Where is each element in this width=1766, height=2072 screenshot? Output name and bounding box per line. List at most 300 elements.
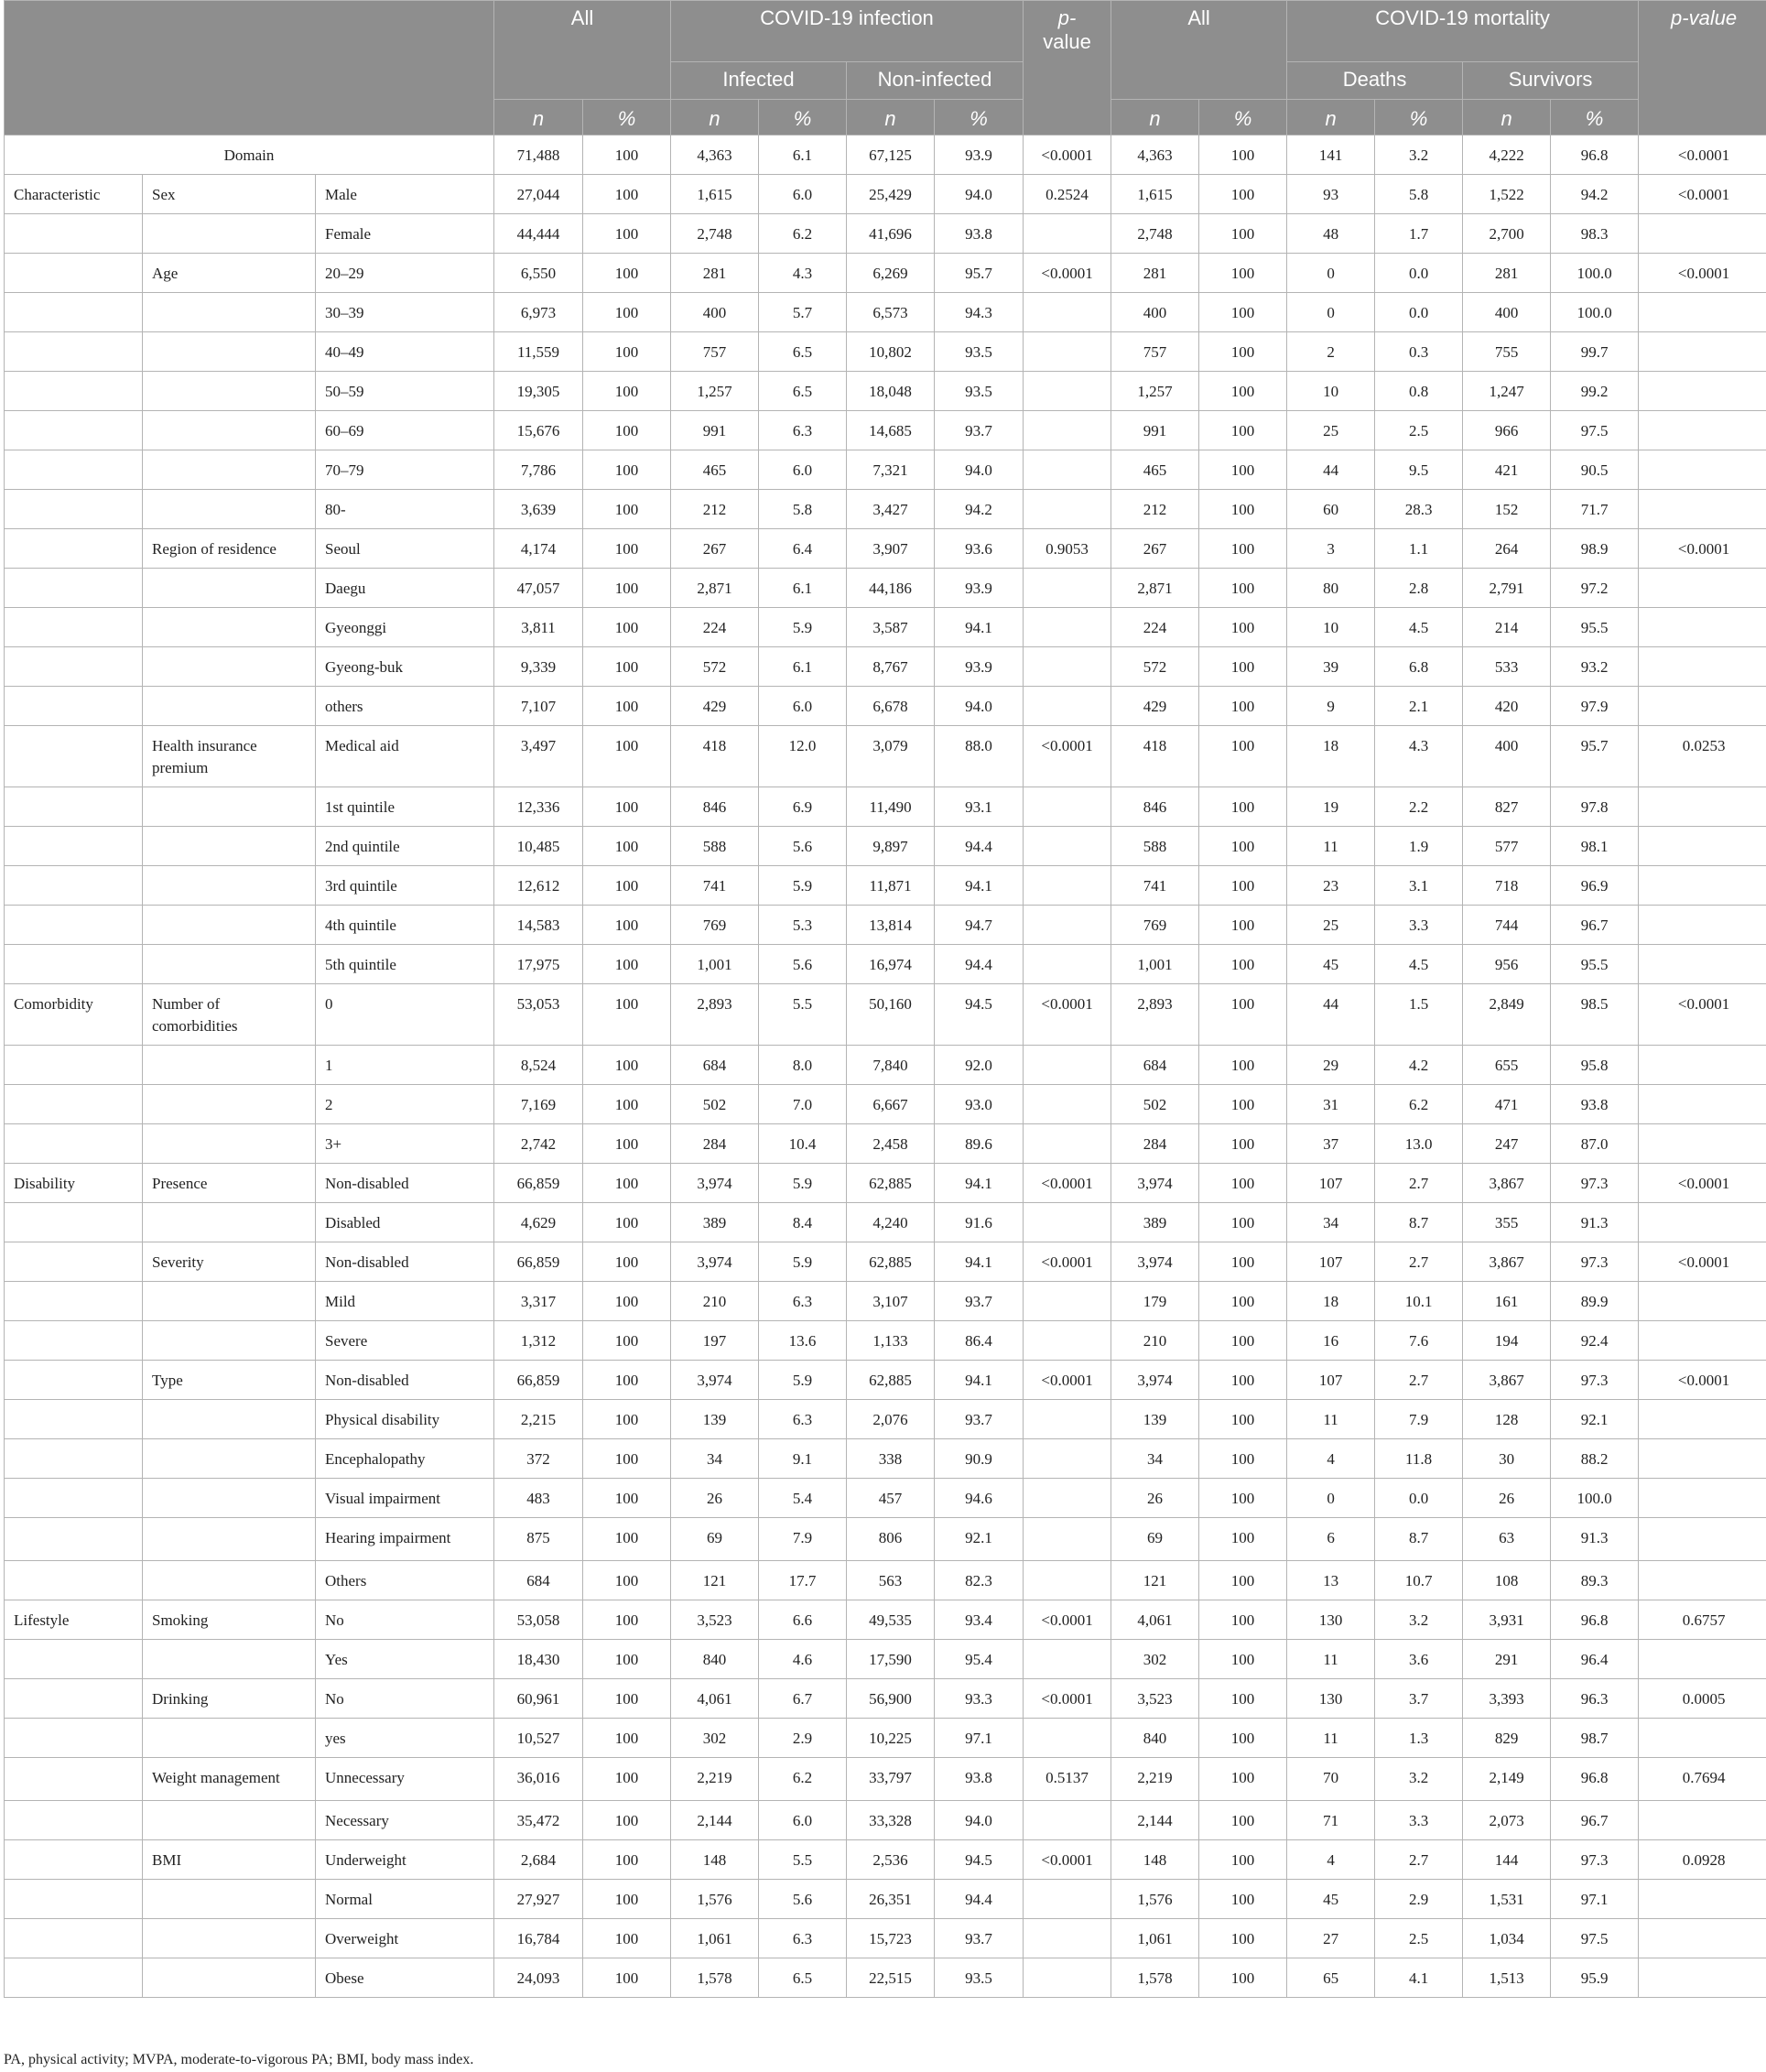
table-cell: 26 — [1111, 1479, 1199, 1518]
table-cell: 2,149 — [1463, 1758, 1551, 1801]
table-cell: <0.0001 — [1639, 136, 1766, 175]
table-row — [5, 1046, 1766, 1085]
table-cell: 100 — [583, 647, 671, 687]
table-cell: <0.0001 — [1639, 1361, 1766, 1400]
table-cell: 94.4 — [935, 827, 1024, 866]
table-row — [5, 411, 1766, 450]
table-cell: 23 — [1287, 866, 1375, 906]
table-cell: 1,257 — [671, 372, 759, 411]
row-category: others — [316, 687, 494, 726]
row-category: Underweight — [316, 1840, 494, 1880]
table-cell: 70 — [1287, 1758, 1375, 1801]
header-n: n — [494, 100, 583, 136]
table-cell: 0.5137 — [1024, 1758, 1111, 1801]
table-cell: 2,144 — [1111, 1801, 1199, 1840]
table-cell: 2,893 — [1111, 984, 1199, 1046]
table-cell: 3.3 — [1375, 1801, 1463, 1840]
table-cell: 1,615 — [671, 175, 759, 214]
row-domain — [5, 647, 143, 687]
table-row — [5, 608, 1766, 647]
table-row — [5, 1321, 1766, 1361]
table-cell: 389 — [1111, 1203, 1199, 1242]
table-cell: 755 — [1463, 332, 1551, 372]
table-cell: 97.5 — [1551, 411, 1639, 450]
table-cell: 827 — [1463, 787, 1551, 827]
row-variable — [143, 1479, 316, 1518]
table-cell: 100 — [583, 175, 671, 214]
table-cell: 100 — [1199, 1958, 1287, 1998]
table-cell: 3,867 — [1463, 1164, 1551, 1203]
table-cell: 96.7 — [1551, 1801, 1639, 1840]
table-cell: 9,897 — [847, 827, 935, 866]
table-row — [5, 1085, 1766, 1124]
table-cell: 94.1 — [935, 1242, 1024, 1282]
p-value-part2: value — [1043, 30, 1091, 53]
table-cell: 93 — [1287, 175, 1375, 214]
table-cell: 2.7 — [1375, 1242, 1463, 1282]
table-cell: 14,583 — [494, 906, 583, 945]
table-cell: 100 — [583, 1958, 671, 1998]
table-cell: 0.0 — [1375, 254, 1463, 293]
header-pct: % — [1551, 100, 1639, 136]
table-cell: 100 — [1199, 1242, 1287, 1282]
row-variable: Health insurance premium — [143, 726, 316, 787]
table-row — [5, 450, 1766, 490]
row-domain — [5, 1400, 143, 1439]
table-cell — [1024, 411, 1111, 450]
table-cell: 355 — [1463, 1203, 1551, 1242]
table-cell: 6.1 — [759, 569, 847, 608]
row-variable — [143, 687, 316, 726]
row-variable — [143, 1282, 316, 1321]
table-row — [5, 1640, 1766, 1679]
table-cell: 45 — [1287, 945, 1375, 984]
table-cell — [1639, 569, 1766, 608]
table-cell: 3,587 — [847, 608, 935, 647]
table-cell: 6.4 — [759, 529, 847, 569]
table-cell: 0.0 — [1375, 1479, 1463, 1518]
table-cell: 100 — [1199, 1361, 1287, 1400]
table-cell: 5.9 — [759, 1361, 847, 1400]
table-cell — [1639, 1479, 1766, 1518]
table-cell: 8.0 — [759, 1046, 847, 1085]
row-variable — [143, 372, 316, 411]
table-cell — [1639, 1640, 1766, 1679]
table-cell: 93.5 — [935, 332, 1024, 372]
table-cell: 108 — [1463, 1561, 1551, 1600]
table-cell: 29 — [1287, 1046, 1375, 1085]
table-row — [5, 1242, 1766, 1282]
header-all-infection: All — [494, 1, 671, 100]
table-cell: 2,700 — [1463, 214, 1551, 254]
row-variable: Region of residence — [143, 529, 316, 569]
table-cell — [1639, 1203, 1766, 1242]
table-cell: 2,893 — [671, 984, 759, 1046]
table-cell: 3,079 — [847, 726, 935, 787]
table-cell: 6,678 — [847, 687, 935, 726]
row-category: Severe — [316, 1321, 494, 1361]
table-cell: 769 — [1111, 906, 1199, 945]
row-variable — [143, 1124, 316, 1164]
table-cell: 9 — [1287, 687, 1375, 726]
table-cell: 121 — [671, 1561, 759, 1600]
row-category: 1st quintile — [316, 787, 494, 827]
table-cell — [1639, 411, 1766, 450]
table-cell: 16 — [1287, 1321, 1375, 1361]
table-cell: 684 — [494, 1561, 583, 1600]
table-cell: 100 — [583, 1085, 671, 1124]
table-cell: 389 — [671, 1203, 759, 1242]
table-row — [5, 1600, 1766, 1640]
table-cell: 11,559 — [494, 332, 583, 372]
table-cell — [1639, 372, 1766, 411]
table-cell — [1024, 1880, 1111, 1919]
table-cell — [1024, 372, 1111, 411]
table-cell: 60,961 — [494, 1679, 583, 1719]
table-cell: 95.9 — [1551, 1958, 1639, 1998]
table-cell: 36,016 — [494, 1758, 583, 1801]
table-row — [5, 866, 1766, 906]
table-cell: 0.0928 — [1639, 1840, 1766, 1880]
row-domain — [5, 332, 143, 372]
table-cell: 94.1 — [935, 1164, 1024, 1203]
table-cell — [1024, 1719, 1111, 1758]
table-cell: 10 — [1287, 372, 1375, 411]
row-domain — [5, 1046, 143, 1085]
table-cell: 18 — [1287, 726, 1375, 787]
table-cell: 96.8 — [1551, 136, 1639, 175]
header-n: n — [1111, 100, 1199, 136]
table-row — [5, 1518, 1766, 1561]
table-cell: 400 — [1463, 293, 1551, 332]
table-cell: 4.5 — [1375, 945, 1463, 984]
table-cell: 34 — [1111, 1439, 1199, 1479]
table-cell: 100 — [1199, 1679, 1287, 1719]
table-cell: 6.7 — [759, 1679, 847, 1719]
header-all-mortality: All — [1111, 1, 1287, 100]
table-row — [5, 945, 1766, 984]
table-cell: 62,885 — [847, 1164, 935, 1203]
table-cell: 100 — [583, 1479, 671, 1518]
header-pct: % — [583, 100, 671, 136]
header-blank — [5, 1, 494, 136]
row-domain — [5, 1439, 143, 1479]
table-cell: 8.4 — [759, 1203, 847, 1242]
table-cell: 3.1 — [1375, 866, 1463, 906]
table-row — [5, 1124, 1766, 1164]
table-cell: 16,974 — [847, 945, 935, 984]
table-cell: 11 — [1287, 1640, 1375, 1679]
table-cell: 757 — [671, 332, 759, 372]
table-cell: 66,859 — [494, 1242, 583, 1282]
header-n: n — [671, 100, 759, 136]
table-row — [5, 1919, 1766, 1958]
header-non-infected: Non-infected — [847, 62, 1024, 100]
table-cell: 10,485 — [494, 827, 583, 866]
table-row — [5, 332, 1766, 372]
table-cell: 100 — [1199, 254, 1287, 293]
table-cell: <0.0001 — [1024, 1840, 1111, 1880]
table-cell: 829 — [1463, 1719, 1551, 1758]
table-cell: 100 — [583, 945, 671, 984]
table-cell: 741 — [1111, 866, 1199, 906]
table-cell — [1639, 1321, 1766, 1361]
table-cell: 100 — [583, 411, 671, 450]
table-cell: 572 — [671, 647, 759, 687]
table-cell: 194 — [1463, 1321, 1551, 1361]
table-cell — [1639, 1561, 1766, 1600]
table-cell: 100 — [1199, 372, 1287, 411]
row-category: No — [316, 1679, 494, 1719]
table-cell: 684 — [671, 1046, 759, 1085]
table-cell: 9,339 — [494, 647, 583, 687]
table-cell: 1,061 — [1111, 1919, 1199, 1958]
table-header — [5, 1, 1766, 136]
table-cell: 100 — [583, 1640, 671, 1679]
row-variable — [143, 1801, 316, 1840]
table-cell: 1,247 — [1463, 372, 1551, 411]
table-cell: 93.9 — [935, 136, 1024, 175]
row-domain — [5, 254, 143, 293]
table-cell — [1639, 945, 1766, 984]
table-cell: 100 — [1199, 906, 1287, 945]
row-category: 60–69 — [316, 411, 494, 450]
table-cell: 100 — [583, 1400, 671, 1439]
row-category: Non-disabled — [316, 1361, 494, 1400]
row-variable — [143, 490, 316, 529]
table-cell: 577 — [1463, 827, 1551, 866]
table-row — [5, 1719, 1766, 1758]
row-category: Female — [316, 214, 494, 254]
table-cell: 100 — [1199, 490, 1287, 529]
row-variable — [143, 1518, 316, 1561]
table-cell — [1024, 1282, 1111, 1321]
table-cell: 10,802 — [847, 332, 935, 372]
table-cell: 0.7694 — [1639, 1758, 1766, 1801]
table-cell: 89.9 — [1551, 1282, 1639, 1321]
table-cell: 16,784 — [494, 1919, 583, 1958]
table-cell: 3,974 — [1111, 1361, 1199, 1400]
table-cell — [1024, 787, 1111, 827]
header-pct: % — [759, 100, 847, 136]
table-cell: 94.1 — [935, 1361, 1024, 1400]
table-cell: 100 — [1199, 1840, 1287, 1880]
table-cell: 93.8 — [935, 1758, 1024, 1801]
table-cell: 4,174 — [494, 529, 583, 569]
table-cell: 0.3 — [1375, 332, 1463, 372]
table-cell: 100 — [583, 984, 671, 1046]
row-variable — [143, 1321, 316, 1361]
table-cell: 3 — [1287, 529, 1375, 569]
table-cell: <0.0001 — [1024, 1242, 1111, 1282]
table-row — [5, 175, 1766, 214]
table-cell — [1024, 490, 1111, 529]
table-cell: 98.3 — [1551, 214, 1639, 254]
table-cell: 100 — [1199, 1321, 1287, 1361]
table-cell: 95.7 — [935, 254, 1024, 293]
table-cell: 5.9 — [759, 1242, 847, 1282]
table-cell: 17,975 — [494, 945, 583, 984]
row-variable — [143, 293, 316, 332]
table-cell: 846 — [1111, 787, 1199, 827]
header-n: n — [1463, 100, 1551, 136]
table-cell: 2.9 — [1375, 1880, 1463, 1919]
table-cell: 92.4 — [1551, 1321, 1639, 1361]
row-category: Visual impairment — [316, 1479, 494, 1518]
table-cell: 418 — [1111, 726, 1199, 787]
row-category: 30–39 — [316, 293, 494, 332]
row-domain — [5, 687, 143, 726]
row-variable — [143, 827, 316, 866]
table-cell: 769 — [671, 906, 759, 945]
table-cell: 100 — [1199, 687, 1287, 726]
table-cell: 100 — [1199, 1439, 1287, 1479]
table-cell: 100 — [583, 1203, 671, 1242]
table-cell: <0.0001 — [1024, 1361, 1111, 1400]
table-cell — [1639, 1880, 1766, 1919]
table-cell: <0.0001 — [1639, 1242, 1766, 1282]
table-cell: 5.5 — [759, 1840, 847, 1880]
table-cell — [1639, 450, 1766, 490]
table-cell: 6.5 — [759, 372, 847, 411]
table-cell: 100 — [1199, 1758, 1287, 1801]
table-cell: 7,786 — [494, 450, 583, 490]
table-cell: 100 — [1199, 1719, 1287, 1758]
table-cell: 100 — [583, 827, 671, 866]
table-cell: 6.9 — [759, 787, 847, 827]
table-cell: 100 — [583, 136, 671, 175]
table-cell: 5.6 — [759, 827, 847, 866]
table-cell: 4.5 — [1375, 608, 1463, 647]
table-cell: 18 — [1287, 1282, 1375, 1321]
table-cell — [1639, 687, 1766, 726]
table-cell: 4.2 — [1375, 1046, 1463, 1085]
table-row — [5, 1282, 1766, 1321]
table-cell — [1639, 1046, 1766, 1085]
table-cell: 3,974 — [671, 1361, 759, 1400]
table-cell: 533 — [1463, 647, 1551, 687]
table-row — [5, 687, 1766, 726]
table-cell: 100 — [583, 866, 671, 906]
table-cell: 7,169 — [494, 1085, 583, 1124]
table-cell: 93.9 — [935, 647, 1024, 687]
table-cell: 13.0 — [1375, 1124, 1463, 1164]
table-cell: 94.3 — [935, 293, 1024, 332]
table-row — [5, 1400, 1766, 1439]
table-cell: 100 — [1199, 1801, 1287, 1840]
table-cell: 1,257 — [1111, 372, 1199, 411]
table-cell: 6,667 — [847, 1085, 935, 1124]
table-cell: 25,429 — [847, 175, 935, 214]
table-row — [5, 214, 1766, 254]
table-cell: 100 — [1199, 1282, 1287, 1321]
table-row — [5, 1164, 1766, 1203]
header-p-value-mortality — [1639, 1, 1766, 136]
table-cell: 48 — [1287, 214, 1375, 254]
table-cell: 100 — [583, 1361, 671, 1400]
table-cell: 6.6 — [759, 1600, 847, 1640]
row-variable: Sex — [143, 175, 316, 214]
table-cell: 94.1 — [935, 608, 1024, 647]
header-pct: % — [1375, 100, 1463, 136]
table-cell: 741 — [671, 866, 759, 906]
row-domain — [5, 827, 143, 866]
table-row — [5, 1439, 1766, 1479]
table-cell: 4.6 — [759, 1640, 847, 1679]
table-cell — [1639, 647, 1766, 687]
table-cell: 94.0 — [935, 1801, 1024, 1840]
table-cell: 60 — [1287, 490, 1375, 529]
table-cell: 338 — [847, 1439, 935, 1479]
table-cell: 100 — [1199, 608, 1287, 647]
table-cell: 27,044 — [494, 175, 583, 214]
table-cell: 66,859 — [494, 1164, 583, 1203]
table-cell: 71 — [1287, 1801, 1375, 1840]
table-cell: 281 — [671, 254, 759, 293]
table-cell: 5.9 — [759, 608, 847, 647]
table-cell: 15,676 — [494, 411, 583, 450]
row-variable — [143, 1958, 316, 1998]
row-category: 3rd quintile — [316, 866, 494, 906]
table-cell: <0.0001 — [1024, 1679, 1111, 1719]
table-cell — [1024, 1640, 1111, 1679]
table-cell: 94.2 — [935, 490, 1024, 529]
table-cell — [1639, 787, 1766, 827]
table-cell: 6,573 — [847, 293, 935, 332]
table-cell: 0.0253 — [1639, 726, 1766, 787]
table-cell: 89.3 — [1551, 1561, 1639, 1600]
table-cell: 86.4 — [935, 1321, 1024, 1361]
row-category: Disabled — [316, 1203, 494, 1242]
table-cell: 152 — [1463, 490, 1551, 529]
table-cell — [1024, 827, 1111, 866]
table-cell: 0.9053 — [1024, 529, 1111, 569]
table-row — [5, 1361, 1766, 1400]
table-cell: 87.0 — [1551, 1124, 1639, 1164]
table-row — [5, 569, 1766, 608]
table-cell — [1639, 1919, 1766, 1958]
table-cell — [1024, 1479, 1111, 1518]
table-cell: 11 — [1287, 1400, 1375, 1439]
table-cell: 3,523 — [671, 1600, 759, 1640]
table-cell: 12,612 — [494, 866, 583, 906]
header-infected: Infected — [671, 62, 847, 100]
table-container — [4, 0, 1765, 1998]
table-cell: 69 — [671, 1518, 759, 1561]
table-cell: 284 — [1111, 1124, 1199, 1164]
table-cell: 1,133 — [847, 1321, 935, 1361]
row-variable — [143, 450, 316, 490]
row-category: 1 — [316, 1046, 494, 1085]
row-category: 4th quintile — [316, 906, 494, 945]
row-category: 40–49 — [316, 332, 494, 372]
table-cell — [1639, 827, 1766, 866]
table-cell: 91.3 — [1551, 1203, 1639, 1242]
table-cell: 13 — [1287, 1561, 1375, 1600]
table-cell: 100 — [583, 293, 671, 332]
table-row — [5, 1203, 1766, 1242]
table-cell: 6.2 — [759, 1758, 847, 1801]
table-cell: 50,160 — [847, 984, 935, 1046]
table-cell: 6,550 — [494, 254, 583, 293]
table-cell: 372 — [494, 1439, 583, 1479]
table-cell: 100 — [583, 608, 671, 647]
table-cell — [1024, 647, 1111, 687]
table-cell: 27,927 — [494, 1880, 583, 1919]
table-cell: 62,885 — [847, 1361, 935, 1400]
table-cell: 483 — [494, 1479, 583, 1518]
table-cell: 14,685 — [847, 411, 935, 450]
